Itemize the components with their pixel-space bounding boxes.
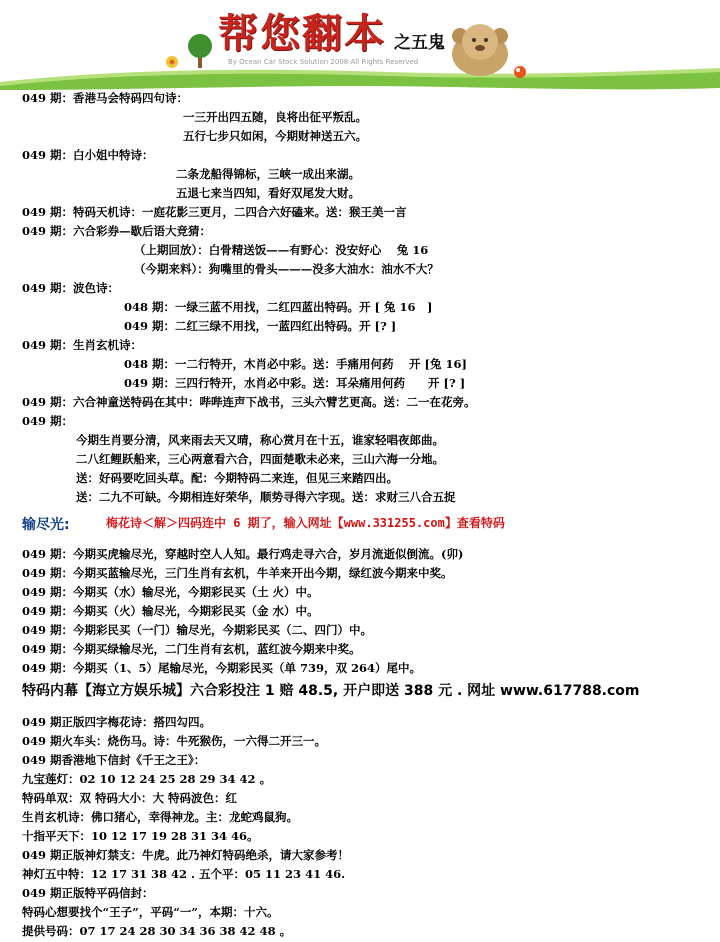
text-line: 048 期：一绿三蓝不用找，二红四蓝出特码。开 [ 兔 16 ]: [124, 300, 433, 314]
text-line: 049 期：波色诗：: [22, 281, 120, 295]
flower-icon: [166, 56, 178, 68]
text-line: 一三开出四五随，良将出征平叛乱。: [183, 110, 367, 124]
text-line: 049 期：今期买（火）输尽光，今期彩民买（金 水）中。: [22, 604, 319, 618]
section-heading: 输尽光:: [22, 517, 70, 533]
promo-banner[interactable]: 特码内幕【海立方娱乐城】六合彩投注 1 赔 48.5, 开户即送 388 元 . 网址 www.617788.com: [22, 683, 640, 699]
text-line: （上期回放）：白骨精送饭——有野心：没安好心 兔 16: [134, 243, 429, 257]
text-line: 特码心想要找个“王子”，平码“一”，本期：十六。: [22, 905, 279, 919]
text-line: 049 期：香港马会特码四句诗：: [22, 91, 189, 105]
ball-icon: [514, 66, 526, 78]
text-line: 049 期：: [22, 414, 74, 428]
header-banner: [0, 0, 720, 90]
promo-link[interactable]: 梅花诗＜解＞四码连中 6 期了，输入网址【www.331255.com】查看特码: [106, 516, 505, 530]
text-line: 今期生肖要分清，风来雨去天又晴，称心赏月在十五，谁家轻唱夜郎曲。: [76, 433, 444, 447]
text-line: 生肖玄机诗：佛口猪心，幸得神龙。主：龙蛇鸡鼠狗。: [22, 810, 298, 824]
text-line: 049 期：今期买蓝输尽光，三门生肖有玄机，牛羊来开出今期，绿红波今期来中奖。: [22, 566, 453, 580]
text-line: 049 期正版神灯禁支：牛虎。此乃神灯特码绝杀，请大家参考！: [22, 848, 350, 862]
banner-subtitle: 之五鬼: [394, 33, 445, 53]
text-line: 049 期：三四行特开，水肖必中彩。送：耳朵痛用何药 开 [? ]: [124, 376, 466, 390]
text-line: 十指平天下：10 12 17 19 28 31 34 46。: [22, 829, 259, 843]
text-line: 049 期正版四字梅花诗：搭四勾四。: [22, 715, 212, 729]
banner-title: 帮您翻本: [218, 10, 386, 57]
text-line: 049 期：白小姐中特诗：: [22, 148, 154, 162]
text-line: 送：好码要吃回头草。配：今期特码二来连，但见三来踏四出。: [76, 471, 398, 485]
text-line: 049 期：今期彩民买（一门）输尽光，今期彩民买（二、四门）中。: [22, 623, 373, 637]
text-line: 特码单双：双 特码大小：大 特码波色：红: [22, 791, 238, 805]
text-line: 送：二九不可缺。今期相连好荣华，顺势寻得六字现。送：求财三八合五捉: [76, 490, 456, 504]
text-line: 049 期：生肖玄机诗：: [22, 338, 143, 352]
text-line: 049 期：六合神童送特码在其中：哔哔连声下战书，三头六臂艺更高。送：二一在花旁。: [22, 395, 476, 409]
banner-copyright: By Ocean Car Stock Solution 2008 All Rights Reserved: [228, 58, 419, 66]
text-line: 049 期：今期买（1、5）尾输尽光，今期彩民买（单 739，双 264）尾中。: [22, 661, 422, 675]
text-line: 049 期：今期买绿输尽光，二门生肖有玄机，蓝红波今期来中奖。: [22, 642, 361, 656]
text-line: 九宝莲灯：02 10 12 24 25 28 29 34 42 。: [22, 772, 272, 786]
text-line: 049 期：今期买（水）输尽光，今期彩民买（土 火）中。: [22, 585, 319, 599]
text-line: 049 期：今期买虎输尽光，穿越时空人人知。最行鸡走寻六合，岁月流逝似倒流。(卯): [22, 547, 464, 561]
text-line: 048 期：一二行特开，木肖必中彩。送：手痛用何药 开 [兔 16]: [124, 357, 467, 371]
text-line: 提供号码：07 17 24 28 30 34 36 38 42 48 。: [22, 924, 292, 938]
tree-icon: [188, 34, 212, 68]
text-line: 二八红鲤跃船来，三心两意看六合，四面楚歌未必来，三山六海一分地。: [76, 452, 444, 466]
text-line: 五行七步只如闲，今期财神送五六。: [183, 129, 367, 143]
text-line: 二条龙船得锦标，三峡一成出来湖。: [176, 167, 360, 181]
text-line: 049 期：二红三绿不用找，一蓝四红出特码。开 [? ]: [124, 319, 397, 333]
text-line: 049 期火车头：烧伤马。诗：牛死猴伤，一六得二开三一。: [22, 734, 327, 748]
text-line: 神灯五中特：12 17 31 38 42 . 五个平：05 11 23 41 46.: [22, 867, 346, 881]
text-line: 049 期正版特平码信封：: [22, 886, 154, 900]
text-line: 049 期：六合彩券—歇后语大竞猜：: [22, 224, 212, 238]
text-line: （今期来料）：狗嘴里的骨头———没多大油水：油水不大？: [134, 262, 439, 276]
text-line: 049 期：特码天机诗：一庭花影三更月，二四合六好磕来。送：猴王美一言: [22, 205, 407, 219]
bear-icon: [452, 24, 508, 76]
text-line: 五退七来当四知，看好双尾发大财。: [176, 186, 360, 200]
text-line: 049 期香港地下信封《千王之王》：: [22, 753, 206, 767]
